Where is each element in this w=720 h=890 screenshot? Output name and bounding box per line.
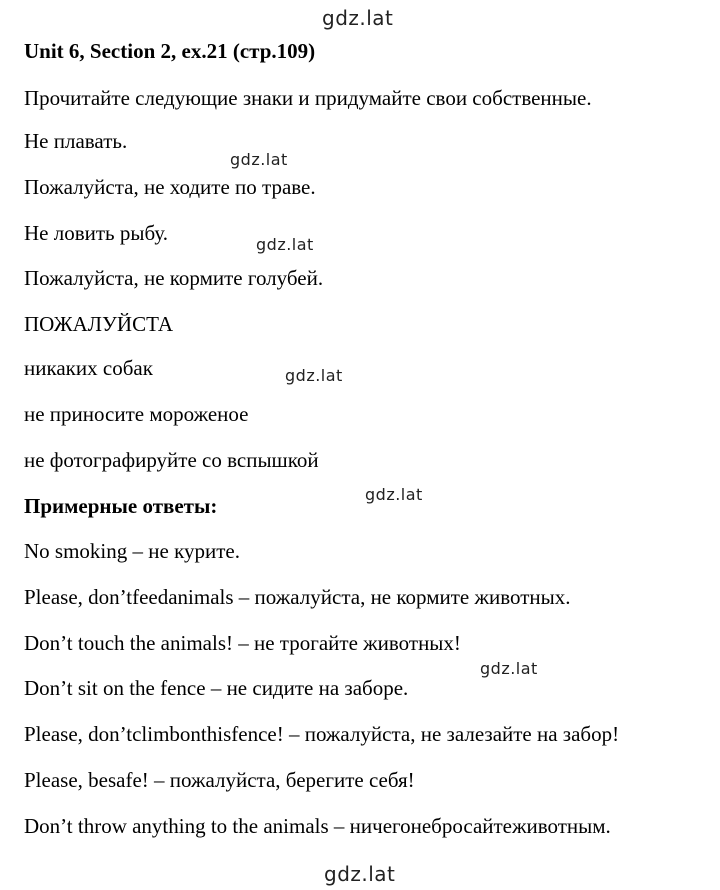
answer-line: Please, don’tclimbonthisfence! – пожалуйста, не залезайте на забор! xyxy=(24,722,620,746)
sign-line: Не ловить рыбу. xyxy=(24,221,169,245)
sign-line: Пожалуйста, не ходите по траве. xyxy=(24,175,316,199)
answer-line: Please, besafe! – пожалуйста, берегите себя! xyxy=(24,768,415,792)
sign-line: ПОЖАЛУЙСТА xyxy=(24,312,174,336)
answer-line: No smoking – не курите. xyxy=(24,539,240,563)
answer-line: Don’t throw anything to the animals – ничегонебросайтеживотным. xyxy=(24,814,611,838)
exercise-heading: Unit 6, Section 2, ex.21 (стр.109) xyxy=(24,39,316,63)
sign-line: не приносите мороженое xyxy=(24,402,249,426)
sign-line: не фотографируйте со вспышкой xyxy=(24,448,319,472)
watermark-top: gdz.lat xyxy=(322,6,394,30)
watermark-bottom: gdz.lat xyxy=(324,862,396,886)
watermark: gdz.lat xyxy=(256,235,314,254)
answer-line: Don’t touch the animals! – не трогайте животных! xyxy=(24,631,461,655)
answers-heading: Примерные ответы: xyxy=(24,494,218,518)
sign-line: Пожалуйста, не кормите голубей. xyxy=(24,266,324,290)
instruction-text: Прочитайте следующие знаки и придумайте свои собственные. xyxy=(24,86,592,110)
watermark: gdz.lat xyxy=(365,485,423,504)
answer-line: Please, don’tfeedanimals – пожалуйста, не кормите животных. xyxy=(24,585,571,609)
watermark: gdz.lat xyxy=(230,150,288,169)
watermark: gdz.lat xyxy=(285,366,343,385)
answer-line: Don’t sit on the fence – не сидите на заборе. xyxy=(24,676,409,700)
watermark: gdz.lat xyxy=(480,659,538,678)
sign-line: никаких собак xyxy=(24,356,153,380)
sign-line: Не плавать. xyxy=(24,129,128,153)
